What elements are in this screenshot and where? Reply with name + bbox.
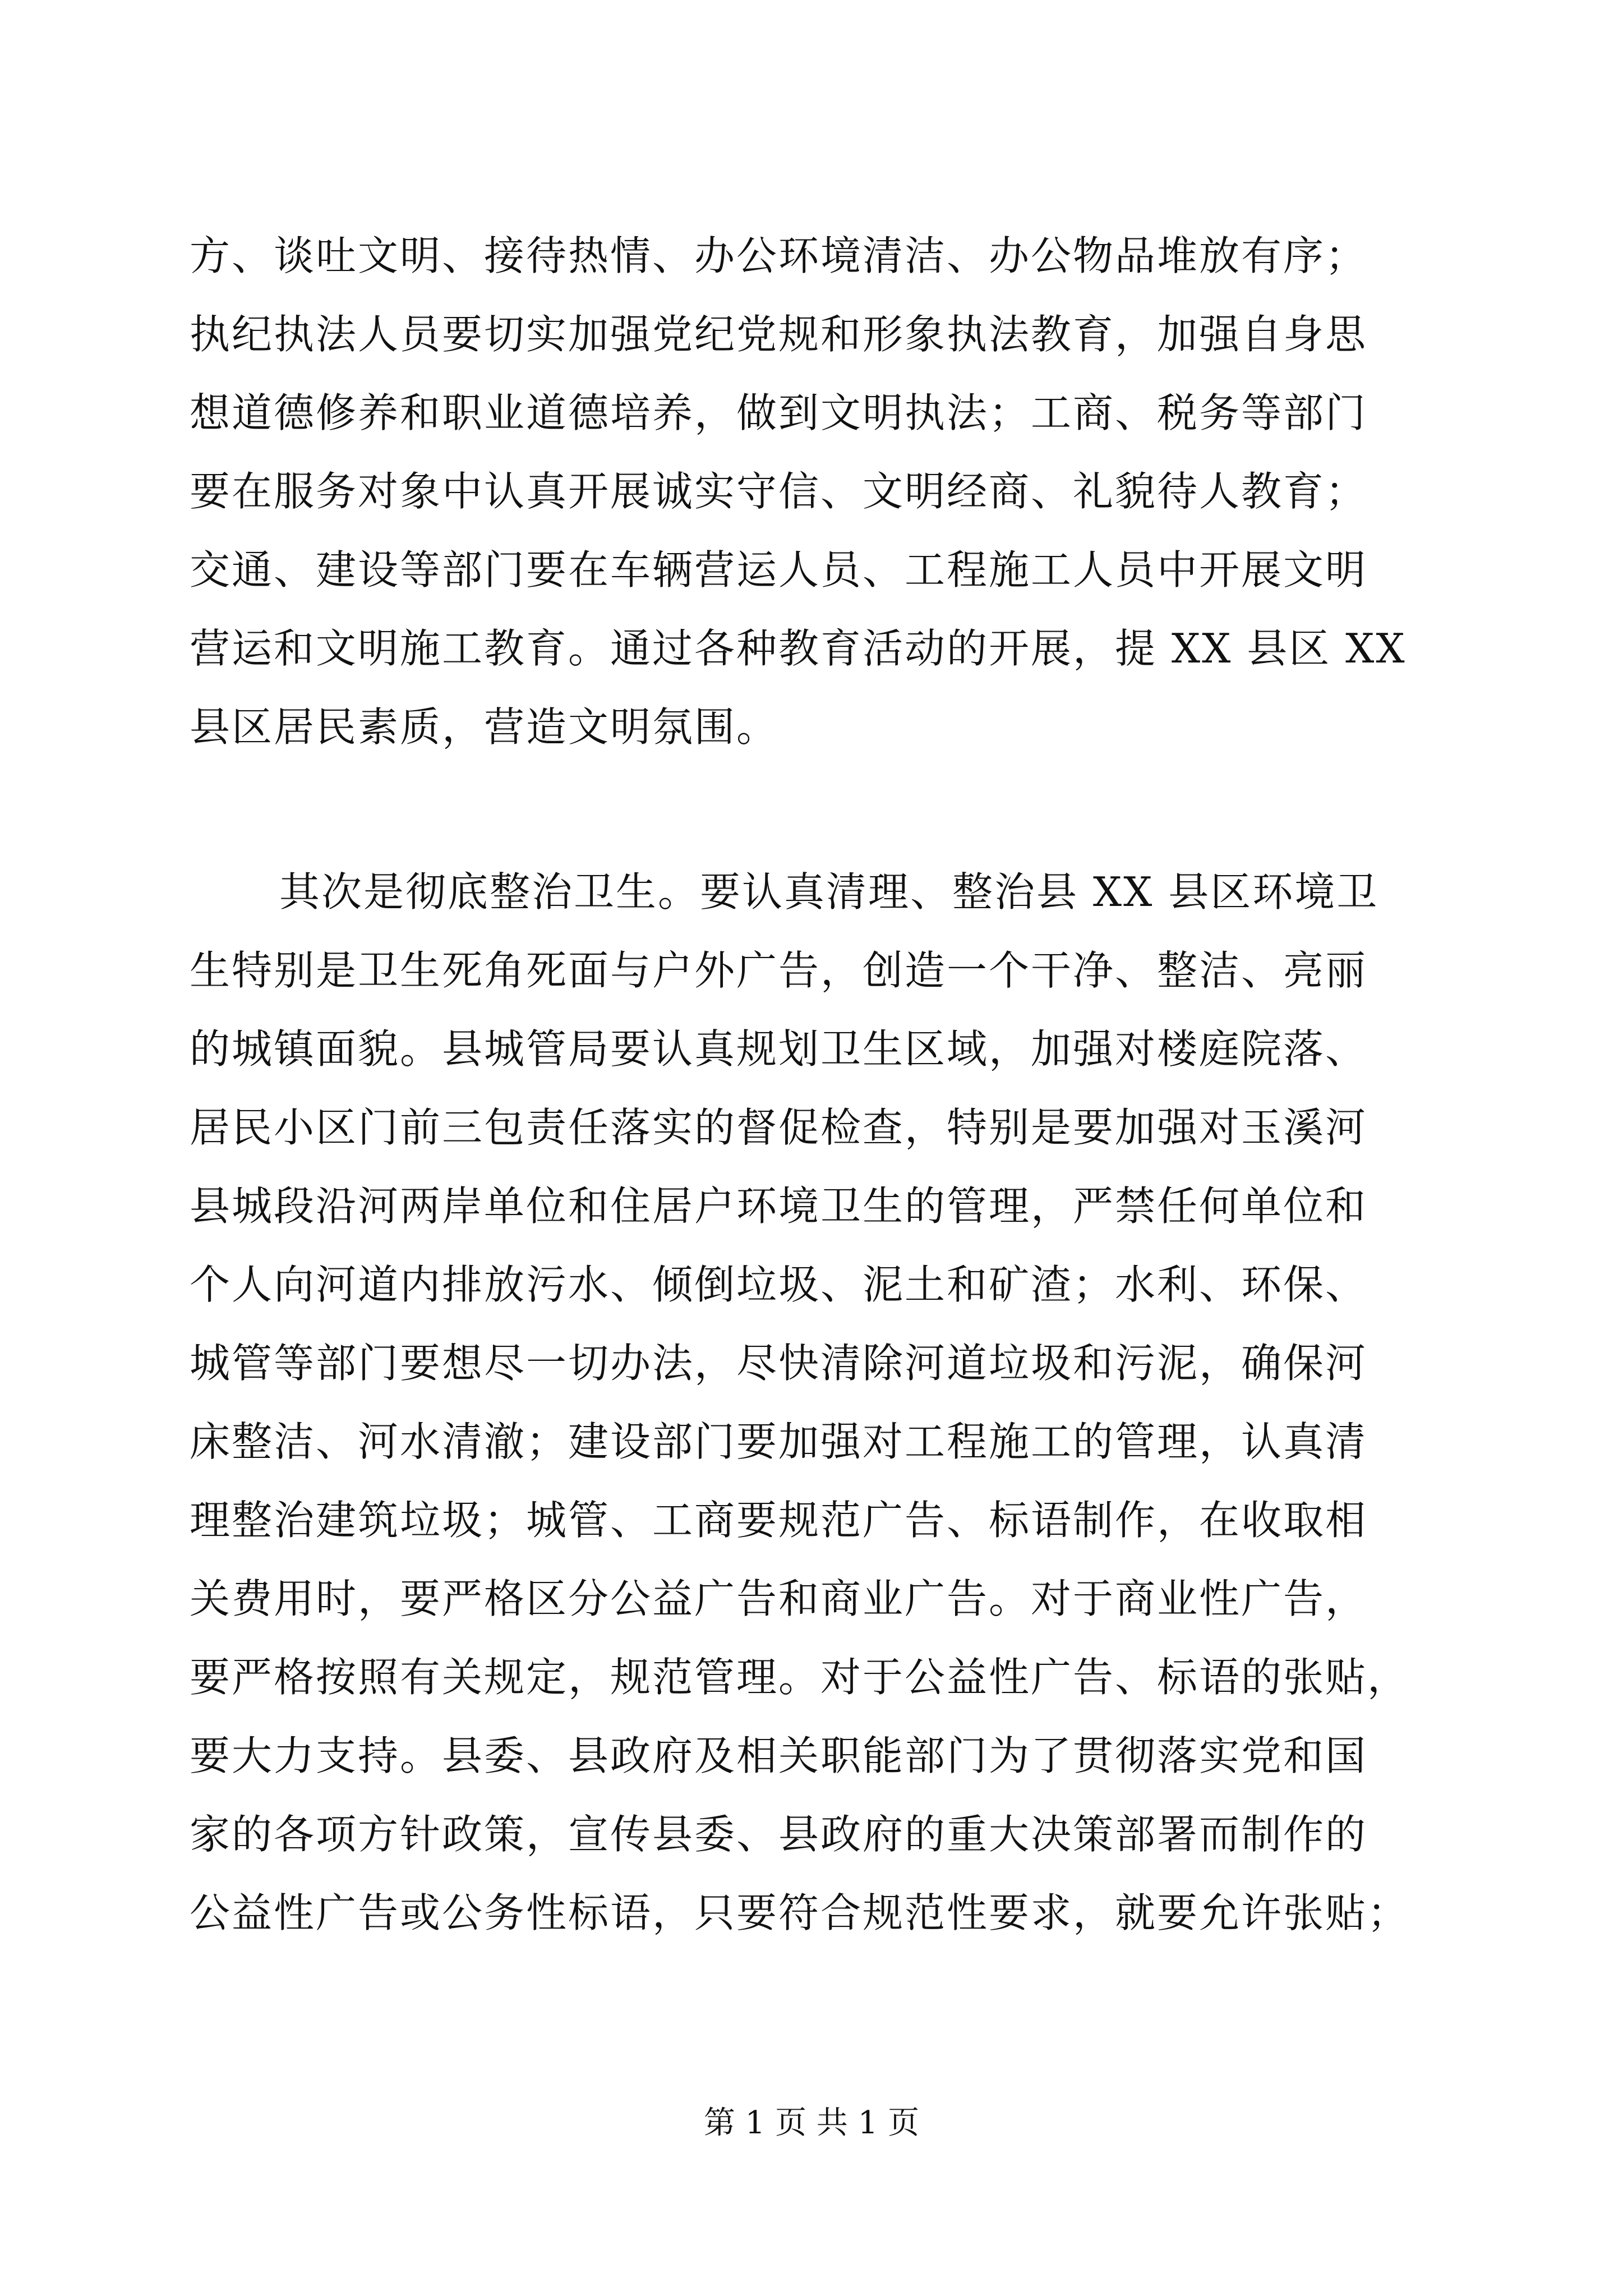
text-line: 个人向河道内排放污水、倾倒垃圾、泥土和矿渣；水利、环保、 [190, 1261, 1368, 1308]
paragraph-2 [190, 853, 1446, 1952]
text-line: 公益性广告或公务性标语，只要符合规范性要求，就要允许张贴； [190, 1889, 1410, 1936]
text-line: 县城段沿河两岸单位和住居户环境卫生的管理，严禁任何单位和 [190, 1182, 1368, 1230]
text-line: 床整洁、河水清澈；建设部门要加强对工程施工的管理，认真清 [190, 1418, 1368, 1465]
text-line: 执纪执法人员要切实加强党纪党规和形象执法教育，加强自身思 [190, 311, 1368, 358]
text-line: 县区居民素质，营造文明氛围。 [190, 703, 779, 751]
text-line: 理整治建筑垃圾；城管、工商要规范广告、标语制作，在收取相 [190, 1497, 1368, 1544]
text-line: 交通、建设等部门要在车辆营运人员、工程施工人员中开展文明 [190, 546, 1368, 593]
text-line: 营运和文明施工教育。通过各种教育活动的开展，提 XX 县区 XX [190, 625, 1407, 672]
text-line: 要在服务对象中认真开展诚实守信、文明经商、礼貌待人教育； [190, 468, 1368, 515]
text-line: 家的各项方针政策，宣传县委、县政府的重大决策部署而制作的 [190, 1811, 1368, 1858]
text-line: 居民小区门前三包责任落实的督促检查，特别是要加强对玉溪河 [190, 1104, 1368, 1151]
text-line: 要严格按照有关规定，规范管理。对于公益性广告、标语的张贴， [190, 1654, 1410, 1701]
text-line: 关费用时，要严格区分公益广告和商业广告。对于商业性广告， [190, 1575, 1368, 1622]
paragraph-1 [190, 217, 1446, 766]
text-line: 方、谈吐文明、接待热情、办公环境清洁、办公物品堆放有序； [190, 232, 1368, 279]
text-line-indented: 其次是彻底整治卫生。要认真清理、整治县 XX 县区环境卫 [279, 868, 1379, 915]
paragraph-spacer [190, 766, 1446, 853]
text-line: 生特别是卫生死角死面与户外广告，创造一个干净、整洁、亮丽 [190, 947, 1368, 994]
text-line: 想道德修养和职业道德培养，做到文明执法；工商、税务等部门 [190, 389, 1368, 436]
text-line: 要大力支持。县委、县政府及相关职能部门为了贯彻落实党和国 [190, 1732, 1368, 1779]
page-footer: 第 1 页 共 1 页 [703, 2105, 920, 2141]
document-body [190, 217, 1446, 1952]
text-line: 城管等部门要想尽一切办法，尽快清除河道垃圾和污泥，确保河 [190, 1340, 1368, 1387]
text-line: 的城镇面貌。县城管局要认真规划卫生区域，加强对楼庭院落、 [190, 1025, 1368, 1073]
